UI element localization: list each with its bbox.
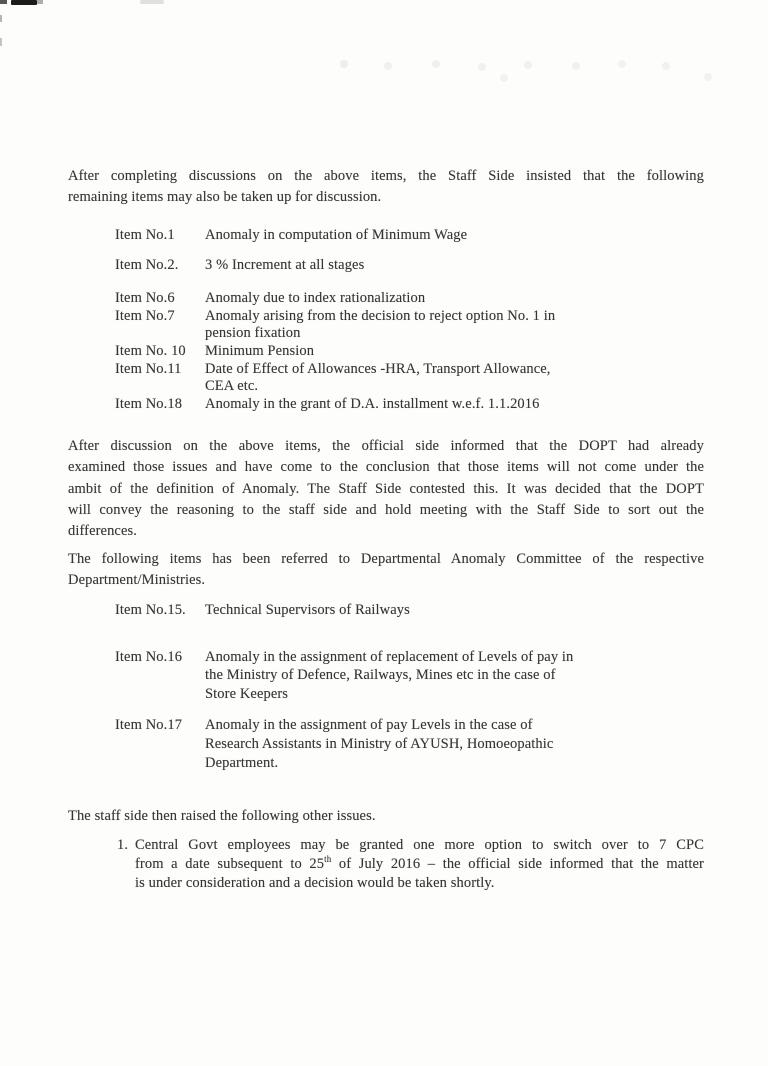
scan-artifact-top-bar-fade [37, 0, 43, 4]
item-ordinal: 1. [117, 837, 129, 853]
text-line: differences. [68, 523, 137, 540]
numbered-item [68, 836, 704, 894]
item-number-label: Item No.11 [115, 360, 182, 377]
text-segment: from a date subsequent to 25 [135, 856, 325, 873]
paragraph-dopt-decision [68, 436, 704, 542]
text-line: pension fixation [205, 325, 301, 342]
text-line: Central Govt employees may be granted one more option to switch over to 7 CPC [135, 837, 704, 853]
text-line: examined those issues and have come to the conclusion that those items will not come under the [68, 459, 704, 476]
superscript-th: th [324, 854, 332, 865]
text-line [135, 855, 704, 874]
item-description [205, 648, 704, 704]
other-issues-numbered-list [68, 836, 704, 894]
scan-artifact-top-bar [11, 0, 37, 5]
item-description [205, 290, 704, 308]
item-number-label: Item No.15. [115, 602, 186, 618]
item-description [205, 343, 704, 361]
item-description [205, 308, 704, 343]
item-description [205, 716, 704, 772]
item-row [68, 361, 704, 396]
text-line: will convey the reasoning to the staff side and hold meeting with the Staff Side to sort out the [68, 501, 704, 518]
item-description [205, 396, 704, 414]
item-row [68, 601, 704, 620]
text-line: is under consideration and a decision would be taken shortly. [135, 875, 495, 892]
text-line: Minimum Pension [205, 342, 315, 359]
scan-artifact-corner-mark [0, 0, 7, 4]
item-row [68, 716, 704, 772]
text-line: The staff side then raised the following other issues. [68, 808, 376, 824]
item-number-label: Item No.2. [115, 256, 179, 273]
item-row [68, 343, 704, 361]
text-line: Research Assistants in Ministry of AYUSH, Homoeopathic [205, 735, 554, 752]
text-line: Anomaly in the assignment of pay Levels in the case of [205, 717, 533, 734]
item-row [68, 396, 704, 414]
item-number-label: Item No.16 [115, 648, 183, 665]
text-line: Store Keepers [205, 685, 289, 702]
text-line: Anomaly in the grant of D.A. installment w.e.f. 1.1.2016 [205, 395, 540, 412]
text-line: 3 % Increment at all stages [205, 256, 365, 273]
item-number-label: Item No.18 [115, 395, 183, 412]
text-line: ambit of the definition of Anomaly. The Staff Side contested this. It was decided that the DOPT [68, 480, 704, 497]
text-line: After completing discussions on the above items, the Staff Side insisted that the following [68, 168, 704, 184]
text-line: Anomaly in the assignment of replacement of Levels of pay in [205, 648, 574, 665]
item-number-label: Item No.1 [115, 227, 175, 243]
item-row [68, 648, 704, 704]
scan-artifact-top-smudge [140, 0, 164, 4]
text-line: Technical Supervisors of Railways [205, 602, 410, 618]
text-line: the Ministry of Defence, Railways, Mines etc in the case of [205, 667, 556, 684]
item-description [205, 227, 704, 245]
text-line: Department/Ministries. [68, 572, 206, 589]
anomaly-items-list [68, 227, 704, 413]
numbered-item-text [135, 836, 704, 894]
paragraph-intro [68, 166, 704, 209]
scan-artifact-edge-tick [0, 38, 2, 46]
item-description [205, 601, 704, 620]
text-line: Anomaly arising from the decision to reject option No. 1 in [205, 307, 556, 324]
text-line: CEA etc. [205, 378, 259, 395]
item-row [68, 257, 704, 275]
item-row [68, 227, 704, 245]
text-line: Date of Effect of Allowances -HRA, Transport Allowance, [205, 360, 551, 377]
item-row [68, 290, 704, 308]
text-line: remaining items may also be taken up for discussion. [68, 189, 382, 206]
text-line: The following items has been referred to Departmental Anomaly Committee of the respective [68, 551, 704, 567]
text-segment: of July 2016 – the official side informed that the matter [331, 856, 704, 873]
scan-artifact-edge-tick [0, 15, 2, 22]
text-line: After discussion on the above items, the official side informed that the DOPT had already [68, 438, 704, 454]
paragraph-other-issues [68, 806, 704, 827]
item-number-label: Item No.6 [115, 290, 175, 307]
paragraph-referred-items [68, 549, 704, 592]
item-description [205, 257, 704, 275]
text-line: Anomaly in computation of Minimum Wage [205, 227, 468, 243]
departmental-items-list [68, 601, 704, 772]
text-line: Department. [205, 754, 279, 771]
item-number-label: Item No.17 [115, 717, 183, 734]
item-description [205, 361, 704, 396]
text-line: Anomaly due to index rationalization [205, 290, 426, 307]
item-row [68, 308, 704, 343]
scan-artifact-speckle-band [340, 60, 348, 68]
item-number-label: Item No.7 [115, 307, 175, 324]
item-number-label: Item No. 10 [115, 342, 186, 359]
